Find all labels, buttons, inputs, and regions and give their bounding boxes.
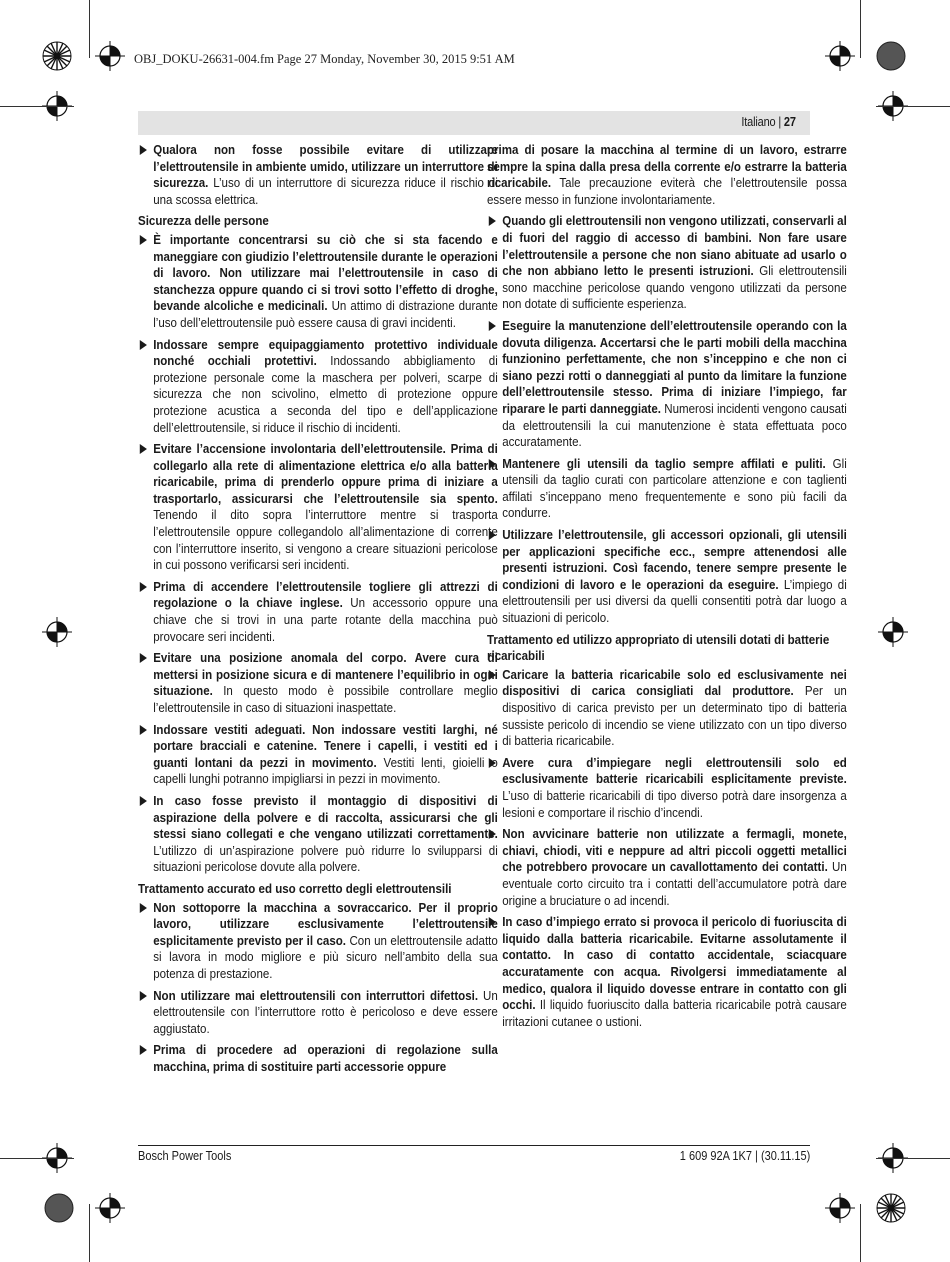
page-header (138, 111, 810, 135)
bullet-triangle-icon (140, 1045, 147, 1055)
item-text: L’impiego di elettroutensili per usi diversi da quelli consentiti potrà dar luogo a situazioni di pericolo. (502, 576, 847, 626)
item-text: Numerosi incidenti vengono causati da elettroutensili la cui manutenzione è stata effettuata poco accuratamente. (502, 400, 847, 450)
bullet-triangle-icon (140, 796, 147, 806)
crop-mark (89, 1204, 90, 1262)
item-text: L’utilizzo di un’aspirazione polvere può ridurre lo svilupparsi di situazioni pericolose dovute alla polvere. (153, 842, 498, 875)
safety-item (487, 914, 847, 1030)
safety-item (138, 650, 498, 716)
safety-item (487, 755, 847, 821)
registration-mark-icon (825, 1193, 855, 1223)
item-text: Un attimo di distrazione durante l’uso dell’elettroutensile può essere causa di gravi incidenti. (153, 298, 498, 330)
star-target-icon (42, 41, 72, 71)
registration-mark-icon (95, 41, 125, 71)
item-text: Con un elettroutensile adatto si lavora in modo migliore e più sicuro nell’ambito della sua potenza di prestazione. (153, 932, 498, 981)
item-bold-text: Non avvicinare batterie non utilizzate a fermagli, monete, chiavi, chiodi, viti e neppure ad altri piccoli oggetti metallici che potrebbero provocare un cavallottamento dei contatti. (502, 826, 847, 875)
item-bold-text: Avere cura d’impiegare negli elettroutensili solo ed esclusivamente batterie ricaricabili esplicitamente previste. (502, 754, 847, 787)
bullet-triangle-icon (489, 459, 496, 469)
bullet-triangle-icon (140, 235, 147, 245)
item-bold-text: Eseguire la manutenzione dell’elettroutensile operando con la dovuta diligenza. Accertarsi che le parti mobili della macchina funzionino perfettamente, che non s’inceppino e che non ci siano pezzi rotti o danneggiati al punto da limitare la funzione dell’elettroutensile stesso. Prima di iniziare l’impiego, far riparare le parti danneggiate. (502, 317, 847, 416)
safety-item (487, 456, 847, 522)
section-heading: Trattamento accurato ed uso corretto degli elettroutensili (138, 880, 452, 896)
bullet-triangle-icon (489, 917, 496, 927)
footer-brand: Bosch Power Tools (138, 1149, 232, 1163)
bullet-triangle-icon (489, 829, 496, 839)
item-text: Tenendo il dito sopra l’interruttore mentre si trasporta l’elettroutensile oppure collegandolo all’alimentazione di corrente con l’interruttore inserito, si vengono a creare situazioni pericolose in cui possono verificarsi seri incidenti. (153, 507, 498, 573)
item-text: Un elettroutensile con l’interruttore rotto è pericoloso e deve essere aggiustato. (153, 987, 498, 1036)
print-slug: OBJ_DOKU-26631-004.fm Page 27 Monday, November 30, 2015 9:51 AM (134, 52, 515, 66)
safety-item (138, 337, 498, 437)
registration-mark-icon (878, 617, 908, 647)
item-bold-text: Evitare una posizione anomala del corpo. Avere cura di mettersi in posizione sicura e di mantenere l’equilibrio in ogni situazione. (153, 650, 498, 699)
star-target-icon (876, 1193, 906, 1223)
crop-mark (876, 106, 950, 107)
bullet-triangle-icon (140, 991, 147, 1001)
safety-item (138, 988, 498, 1038)
item-bold-text: Qualora non fosse possibile evitare di utilizzare l’elettroutensile in ambiente umido, utilizzare un interruttore di sicurezza. (153, 142, 498, 191)
continued-text (487, 142, 847, 208)
crop-mark (860, 1204, 861, 1262)
footer-doc-number: 1 609 92A 1K7 | (30.11.15) (679, 1149, 810, 1163)
bullet-triangle-icon (140, 725, 147, 735)
crop-mark (0, 106, 74, 107)
header-separator: | (775, 115, 785, 129)
left-column (138, 142, 498, 1080)
safety-item (138, 1042, 498, 1075)
section-heading: Sicurezza delle persone (138, 213, 269, 229)
registration-mark-icon (825, 41, 855, 71)
safety-item (487, 667, 847, 750)
bullet-triangle-icon (140, 653, 147, 663)
crop-mark (860, 0, 861, 58)
registration-mark-icon (95, 1193, 125, 1223)
safety-item (138, 722, 498, 788)
item-bold-text: Quando gli elettroutensili non vengono utilizzati, conservarli al di fuori del raggio di accesso di bambini. Non fare usare l’elettroutensile a persone che non siano abituate ad usarlo o che non abbiano letto le presenti istruzioni. (502, 213, 847, 279)
item-text: Tale precauzione eviterà che l’elettroutensile possa essere messo in funzione involontariamente. (487, 175, 847, 207)
gray-disc-icon (44, 1193, 74, 1223)
item-bold-text: È importante concentrarsi su ciò che si sta facendo e maneggiare con giudizio l’elettroutensile durante le operazioni di lavoro. Non utilizzare mai l’elettroutensile in caso di stanchezza oppure quando ci si trovi sotto l’effetto di droghe, bevande alcoliche e medicinali. (153, 231, 498, 314)
item-text: Il liquido fuoriuscito dalla batteria ricaricabile potrà causare irritazioni cutanee o ustioni. (502, 997, 847, 1029)
item-bold-text: Utilizzare l’elettroutensile, gli accessori opzionali, gli utensili per applicazioni specifiche ecc., sempre attenendosi alle presenti istruzioni. Così facendo, tenere sempre presente le condizioni di lavoro e le operazioni da eseguire. (502, 527, 847, 592)
footer-rule (138, 1145, 810, 1146)
item-bold-text: Evitare l’accensione involontaria dell’elettroutensile. Prima di collegarlo alla rete di alimentazione elettrica e/o alla batteria ricaricabile, prima di prenderlo oppure prima di iniziare a trasportarlo, assicurarsi che l’elettroutensile sia spento. (153, 441, 498, 506)
crop-mark (89, 0, 90, 58)
item-bold-text: Non utilizzare mai elettroutensili con interruttori difettosi. (153, 987, 479, 1003)
right-column (487, 142, 847, 1035)
header-text (742, 115, 796, 129)
item-bold-text: Mantenere gli utensili da taglio sempre affilati e puliti. (502, 455, 826, 471)
bullet-triangle-icon (140, 582, 147, 592)
bullet-triangle-icon (489, 670, 496, 680)
safety-item (138, 441, 498, 574)
safety-item (487, 318, 847, 451)
item-bold-text: Indossare sempre equipaggiamento protettivo individuale nonché occhiali protettivi. (153, 336, 498, 369)
item-bold-text: In caso d’impiego errato si provoca il pericolo di fuoriuscita di liquido dalla batteria ricaricabile. Evitarne assolutamente il contatto. In caso di contatto accidentale, sciacquare accuratamente con acqua. Rivolgersi immediatamente al medico, qualora il liquido dovesse entrare in contatto con gli occhi. (502, 914, 847, 1013)
safety-item (138, 232, 498, 332)
item-text: Indossando abbigliamento di protezione personale come la maschera per polveri, scarpe di sicurezza che non scivolino, elmetto di protezione oppure protezione acustica a seconda del tipo e dell’applicazione dell’elettroutensile, si riduce il rischio di incidenti. (153, 353, 498, 435)
item-bold-text: Non sottoporre la macchina a sovraccarico. Per il proprio lavoro, utilizzare esclusivamente l’elettroutensile esplicitamente previsto per il caso. (153, 899, 498, 948)
safety-item (487, 826, 847, 909)
safety-item (138, 142, 498, 208)
item-bold-text: Prima di accendere l’elettroutensile togliere gli attrezzi di regolazione o la chiave inglese. (153, 578, 498, 611)
item-text: Gli elettroutensili sono macchine pericolose quando vengono utilizzati da persone non dotate di sufficiente esperienza. (502, 263, 847, 312)
safety-item (487, 213, 847, 313)
gray-disc-icon (876, 41, 906, 71)
bullet-triangle-icon (140, 903, 147, 913)
item-text: Vestiti lenti, gioielli o capelli lunghi potranno impigliarsi in pezzi in movimento. (153, 754, 498, 787)
bullet-triangle-icon (140, 145, 147, 155)
section-heading: Trattamento ed utilizzo appropriato di utensili dotati di batterie ricaricabili (487, 631, 830, 664)
crop-mark (876, 1158, 950, 1159)
page-number: 27 (784, 115, 796, 129)
bullet-triangle-icon (489, 530, 496, 540)
safety-item (138, 900, 498, 983)
safety-item (487, 527, 847, 627)
item-bold-text: Indossare vestiti adeguati. Non indossare vestiti larghi, né portare bracciali e catenine. Tenere i capelli, i vestiti ed i guanti lontani da pezzi in movimento. (153, 721, 498, 770)
crop-mark (0, 1158, 74, 1159)
item-bold-text: Caricare la batteria ricaricabile solo ed esclusivamente nei dispositivi di carica consigliati dal produttore. (502, 666, 847, 699)
item-bold-text: In caso fosse previsto il montaggio di dispositivi di aspirazione della polvere e di raccolta, assicurarsi che gli stessi siano collegati e che vengano utilizzati correttamente. (153, 792, 498, 842)
item-text: Un accessorio oppure una chiave che si trovi in una parte rotante della macchina può provocare seri incidenti. (153, 595, 498, 644)
bullet-triangle-icon (489, 758, 496, 768)
bullet-triangle-icon (489, 321, 496, 331)
safety-item (138, 579, 498, 645)
item-text: L’uso di batterie ricaricabili di tipo diverso potrà dare insorgenza a lesioni e comportare il rischio d’incendi. (502, 787, 847, 820)
header-language: Italiano (741, 115, 776, 129)
item-text: Per un dispositivo di carica previsto per un determinato tipo di batteria sussiste pericolo di incendio se viene utilizzato con un tipo diverso di batteria ricaricabile. (502, 683, 847, 749)
item-bold-text: Prima di procedere ad operazioni di regolazione sulla macchina, prima di sostituire parti accessorie oppure (153, 1042, 498, 1074)
bullet-triangle-icon (140, 444, 147, 454)
item-text: In questo modo è possibile controllare meglio l’elettroutensile in caso di situazioni inaspettate. (153, 683, 498, 715)
item-bold-text: prima di posare la macchina al termine di un lavoro, estrarre sempre la spina dalla presa della corrente e/o estrarre la batteria ricaricabile. (487, 142, 847, 191)
item-text: Un eventuale corto circuito tra i contatti dell’accumulatore potrà dare origine a bruciature o ad incendi. (502, 859, 847, 908)
item-text: Gli utensili da taglio curati con particolare attenzione e con taglienti affilati s’inceppano meno frequentemente e sono più facili da condurre. (502, 455, 847, 521)
registration-mark-icon (42, 617, 72, 647)
safety-item (138, 793, 498, 876)
bullet-triangle-icon (140, 340, 147, 350)
item-text: L’uso di un interruttore di sicurezza riduce il rischio di una scossa elettrica. (153, 175, 498, 207)
bullet-triangle-icon (489, 216, 496, 226)
